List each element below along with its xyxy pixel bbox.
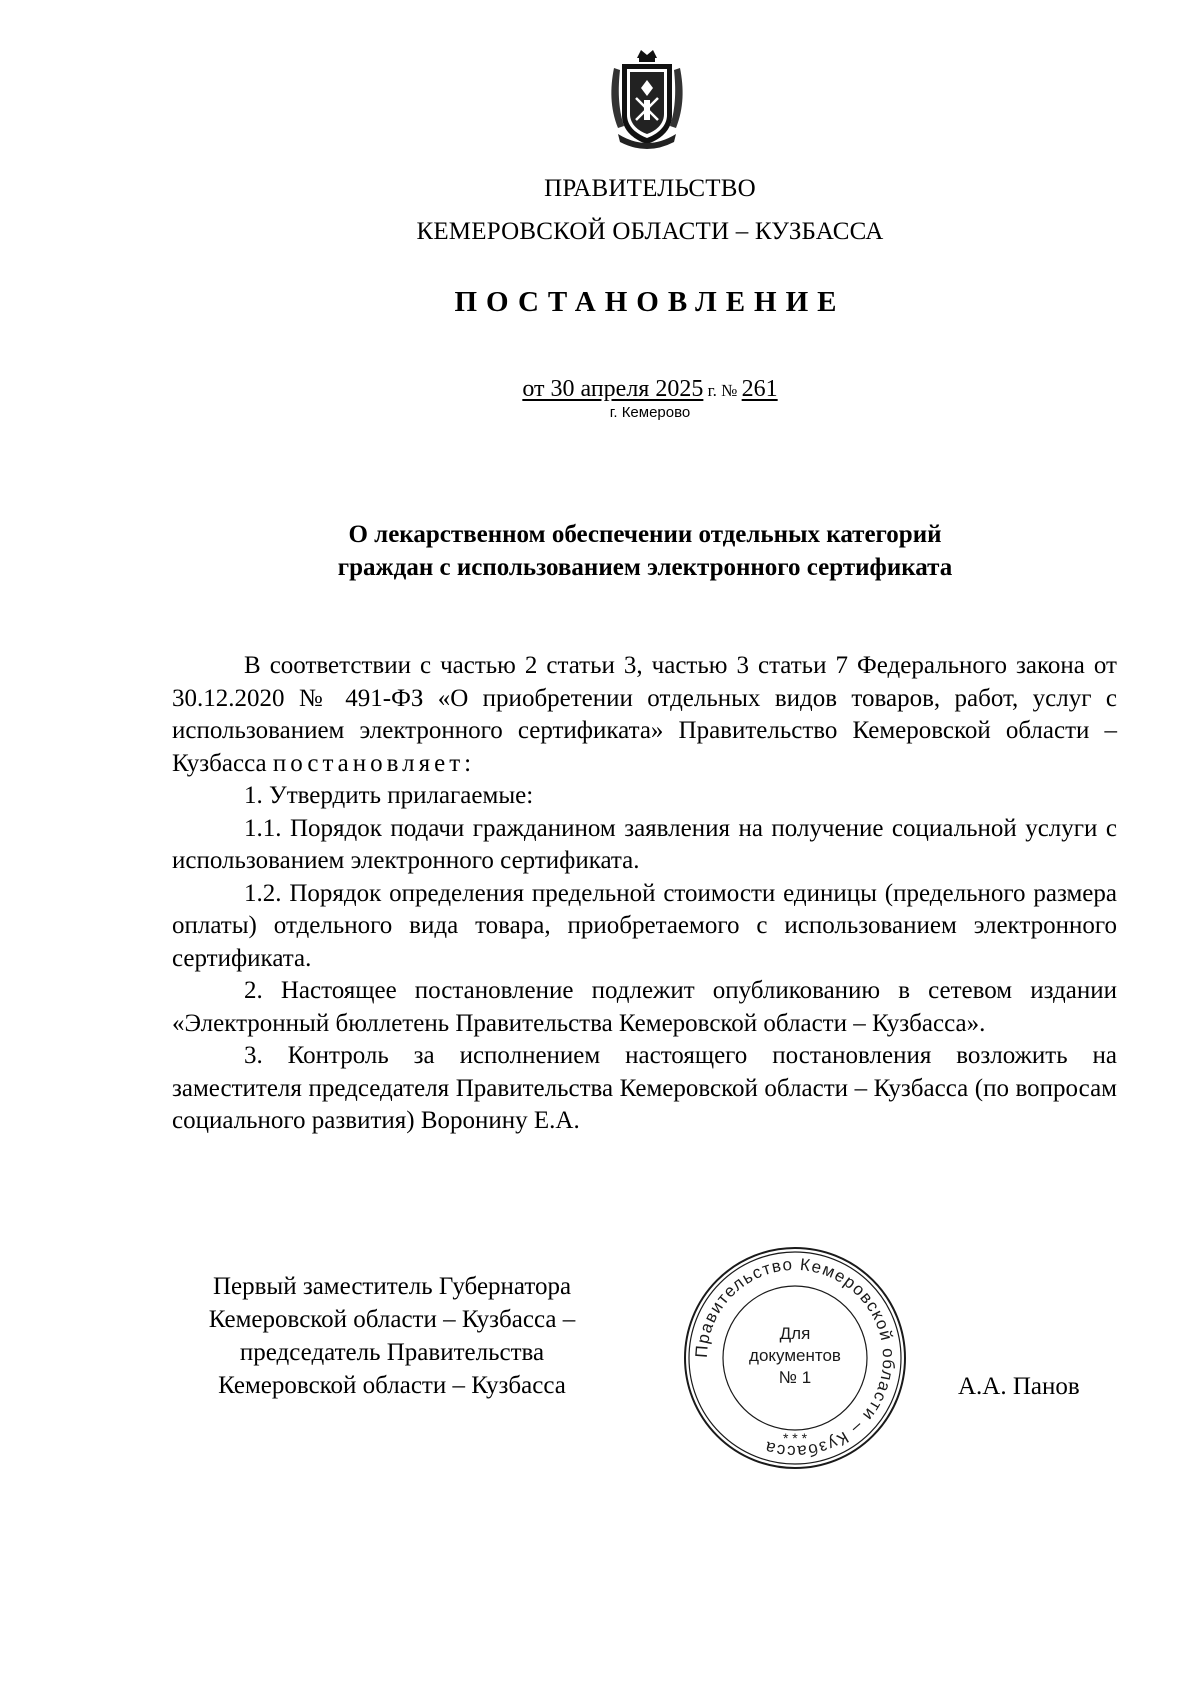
coat-of-arms-emblem <box>608 48 686 150</box>
position-line1: Первый заместитель Губернатора <box>212 1273 572 1300</box>
org-name-line2: КЕМЕРОВСКОЙ ОБЛАСТИ – КУЗБАССА <box>416 218 884 245</box>
item-2: 2. Настоящее постановление подлежит опубликованию в сетевом издании «Электронный бюллетень Правительства Кемеровской области – Кузбасса». <box>172 977 1117 1037</box>
position-line2: Кемеровской области – Кузбасса – <box>208 1306 576 1333</box>
preamble-text: В соответствии с частью 2 статьи 3, частью 3 статьи 7 Федерального закона от 30.12.2020 № 491-ФЗ «О приобретении отдельных видов товаров, работ, услуг с использованием электронного сертификата» Правительство Кемеровской области – Кузбасса <box>172 652 1117 777</box>
item-1: 1. Утвердить прилагаемые: <box>244 782 534 809</box>
document-heading <box>200 518 1090 584</box>
resolves-colon: : <box>464 749 472 777</box>
issue-city: г. Кемерово <box>609 404 691 421</box>
document-number: 261 <box>741 376 778 402</box>
heading-line2: граждан с использованием электронного сертификата <box>337 554 953 581</box>
stamp-center-line2: документов <box>749 1346 841 1365</box>
year-suffix: г. <box>703 381 717 400</box>
item-1-2: 1.2. Порядок определения предельной стоимости единицы (предельного размера оплаты) отдельного вида товара, приобретаемого с использованием электронного сертификата. <box>172 879 1117 972</box>
document-date: 30 апреля 2025 <box>550 376 704 402</box>
heading-line1: О лекарственном обеспечении отдельных категорий <box>348 521 942 548</box>
document-body <box>172 650 1117 1138</box>
preamble-paragraph <box>172 650 1117 780</box>
org-name-line1: ПРАВИТЕЛЬСТВО <box>544 175 756 202</box>
date-prefix: от <box>522 376 551 402</box>
official-stamp <box>680 1243 910 1473</box>
position-line4: Кемеровской области – Кузбасса <box>218 1372 566 1399</box>
item-3: 3. Контроль за исполнением настоящего постановления возложить на заместителя председателя Правительства Кемеровской области – Кузбасса (по вопросам социального развития) Воронину Е.А. <box>172 1042 1117 1134</box>
signatory-position <box>172 1270 612 1402</box>
position-line3: председатель Правительства <box>239 1339 545 1366</box>
signatory-name: А.А. Панов <box>958 1373 1080 1400</box>
stamp-center-line3: № 1 <box>778 1368 812 1387</box>
number-sign: № <box>716 381 742 400</box>
resolves-word: постановляет <box>272 749 465 777</box>
item-1-1: 1.1. Порядок подачи гражданином заявления на получение социальной услуги с использованием электронного сертификата. <box>172 814 1117 874</box>
stamp-center-line1: Для <box>779 1324 811 1343</box>
document-type-title: ПОСТАНОВЛЕНИЕ <box>454 286 846 318</box>
stamp-stars: * * * <box>782 1430 808 1446</box>
stamp-ring-text: Правительство Кемеровской области – Кузбасса <box>691 1254 899 1462</box>
date-number-line <box>300 374 1000 406</box>
